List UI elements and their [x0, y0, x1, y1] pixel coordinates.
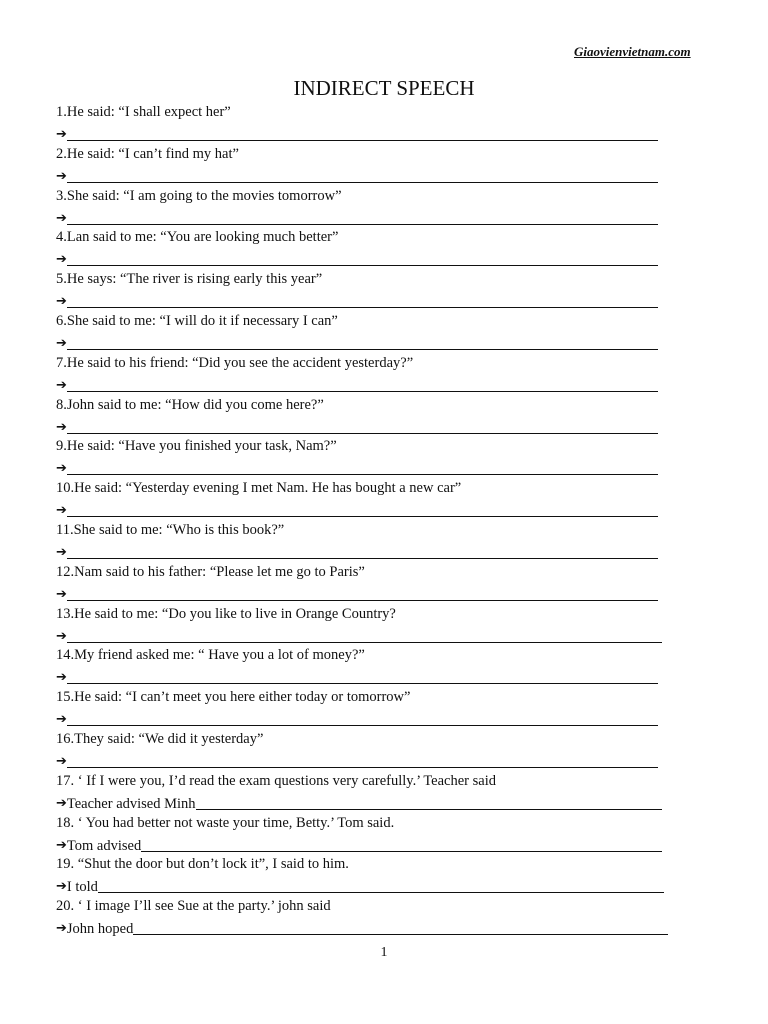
exercise-question: 3.She said: “I am going to the movies tomorrow”	[56, 187, 342, 204]
exercise-question: 5.He says: “The river is rising early this year”	[56, 271, 323, 288]
exercise-item	[56, 896, 676, 938]
exercise-question: 12.Nam said to his father: “Please let me go to Paris”	[56, 563, 365, 580]
answer-lead: Teacher advised Minh	[66, 795, 196, 812]
arrow-right-icon: ➔	[56, 628, 67, 644]
exercise-item	[56, 687, 676, 729]
answer-row	[56, 834, 676, 854]
arrow-right-icon: ➔	[56, 461, 67, 477]
answer-line[interactable]	[67, 543, 658, 559]
answer-lead: John hoped	[66, 921, 134, 938]
answer-lead: Tom advised	[66, 837, 142, 854]
exercise-question: 13.He said to me: “Do you like to live in Orange Country?	[56, 605, 396, 622]
exercise-item	[56, 395, 676, 437]
answer-row	[56, 207, 676, 227]
arrow-right-icon: ➔	[56, 127, 67, 142]
answer-line[interactable]	[67, 752, 658, 768]
exercise-question: 17. ‘ If I were you, I’d read the exam questions very carefully.’ Teacher said	[56, 772, 496, 789]
answer-lead: I told	[66, 879, 98, 896]
arrow-right-icon: ➔	[56, 712, 67, 728]
answer-line[interactable]	[67, 167, 658, 183]
answer-line[interactable]	[67, 125, 658, 141]
exercise-item	[56, 353, 676, 395]
arrow-right-icon: ➔	[56, 503, 67, 519]
answer-line[interactable]	[196, 794, 662, 810]
exercise-question: 10.He said: “Yesterday evening I met Nam. He has bought a new car”	[56, 480, 462, 497]
exercise-item	[56, 854, 676, 896]
exercise-item	[56, 269, 676, 311]
answer-row	[56, 332, 676, 352]
arrow-right-icon: ➔	[56, 294, 67, 310]
site-name: Giaovienvietnam.com	[574, 44, 691, 59]
arrow-right-icon: ➔	[56, 168, 67, 184]
exercise-item	[56, 729, 676, 771]
exercise-item	[56, 604, 676, 646]
exercise-question: 11.She said to me: “Who is this book?”	[56, 521, 285, 538]
answer-row	[56, 248, 676, 268]
page-number: 1	[380, 945, 388, 960]
answer-line[interactable]	[67, 459, 658, 475]
answer-row	[56, 416, 676, 436]
arrow-right-icon: ➔	[56, 419, 67, 435]
exercise-item	[56, 102, 676, 144]
answer-line[interactable]	[67, 292, 658, 308]
exercise-list	[56, 102, 676, 938]
arrow-right-icon: ➔	[56, 670, 67, 686]
exercise-item	[56, 311, 676, 353]
arrow-right-icon: ➔	[56, 335, 67, 351]
answer-row	[56, 917, 676, 937]
answer-row	[56, 290, 676, 310]
answer-row	[56, 583, 676, 603]
exercise-question: 19. “Shut the door but don’t lock it”, I said to him.	[56, 856, 349, 873]
arrow-right-icon: ➔	[56, 837, 67, 853]
exercise-question: 16.They said: “We did it yesterday”	[56, 730, 264, 747]
answer-row	[56, 499, 676, 519]
exercise-question: 15.He said: “I can’t meet you here either today or tomorrow”	[56, 689, 411, 706]
arrow-right-icon: ➔	[56, 544, 67, 560]
answer-row	[56, 708, 676, 728]
exercise-item	[56, 436, 676, 478]
page-title: INDIRECT SPEECH	[293, 76, 475, 100]
answer-row	[56, 541, 676, 561]
answer-row	[56, 374, 676, 394]
answer-row	[56, 457, 676, 477]
arrow-right-icon: ➔	[56, 210, 67, 226]
exercise-question: 18. ‘ You had better not waste your time, Betty.’ Tom said.	[56, 814, 395, 831]
arrow-right-icon: ➔	[56, 377, 67, 393]
exercise-question: 14.My friend asked me: “ Have you a lot of money?”	[56, 647, 365, 664]
exercise-item	[56, 562, 676, 604]
exercise-question: 1.He said: “I shall expect her”	[56, 104, 231, 120]
answer-line[interactable]	[141, 836, 662, 852]
answer-line[interactable]	[67, 418, 658, 434]
answer-line[interactable]	[67, 627, 662, 643]
arrow-right-icon: ➔	[56, 921, 67, 937]
arrow-right-icon: ➔	[56, 586, 67, 602]
exercise-question: 9.He said: “Have you finished your task, Nam?”	[56, 438, 337, 455]
exercise-question: 20. ‘ I image I’ll see Sue at the party.’ john said	[56, 898, 331, 915]
exercise-item	[56, 186, 676, 228]
arrow-right-icon: ➔	[56, 879, 67, 895]
exercise-item	[56, 813, 676, 855]
answer-row	[56, 792, 676, 812]
answer-line[interactable]	[67, 710, 658, 726]
arrow-right-icon: ➔	[56, 795, 67, 811]
exercise-question: 4.Lan said to me: “You are looking much better”	[56, 229, 339, 246]
exercise-item	[56, 645, 676, 687]
answer-row	[56, 123, 676, 143]
answer-row	[56, 750, 676, 770]
exercise-item	[56, 144, 676, 186]
answer-row	[56, 625, 676, 645]
answer-row	[56, 666, 676, 686]
answer-line[interactable]	[67, 585, 658, 601]
answer-line[interactable]	[67, 501, 658, 517]
exercise-item	[56, 227, 676, 269]
answer-line[interactable]	[98, 877, 664, 893]
answer-line[interactable]	[67, 250, 658, 266]
exercise-item	[56, 520, 676, 562]
arrow-right-icon: ➔	[56, 753, 67, 769]
answer-line[interactable]	[67, 334, 658, 350]
exercise-question: 8.John said to me: “How did you come here?”	[56, 396, 324, 413]
arrow-right-icon: ➔	[56, 252, 67, 268]
answer-line[interactable]	[67, 209, 658, 225]
answer-line[interactable]	[67, 376, 658, 392]
exercise-item	[56, 771, 676, 813]
exercise-question: 7.He said to his friend: “Did you see the accident yesterday?”	[56, 354, 414, 371]
exercise-question: 6.She said to me: “I will do it if necessary I can”	[56, 312, 338, 329]
answer-line[interactable]	[67, 668, 658, 684]
exercise-item	[56, 478, 676, 520]
answer-line[interactable]	[133, 919, 668, 935]
exercise-question: 2.He said: “I can’t find my hat”	[56, 145, 239, 162]
answer-row	[56, 875, 676, 895]
answer-row	[56, 165, 676, 185]
